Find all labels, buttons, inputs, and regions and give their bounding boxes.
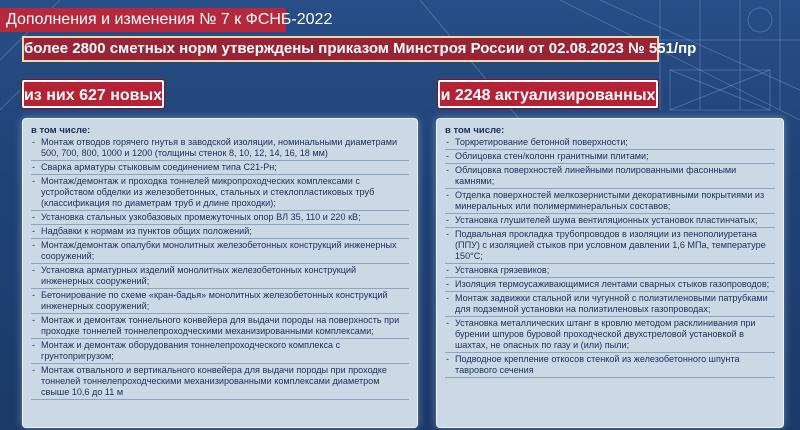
list-item: - Установка арматурных изделий монолитных железобетонных конструкций инженерных сооружений;: [31, 265, 409, 289]
updated-norms-list: [445, 137, 775, 378]
list-item: - Сварка арматуры стыковым соединением типа С21-Рн;: [31, 162, 409, 175]
list-item: - Облицовка поверхностей линейными полированными фасонными камнями;: [445, 165, 775, 189]
list-item: - Монтаж/демонтаж опалубки монолитных железобетонных конструкций инженерных сооружений;: [31, 240, 409, 264]
new-norms-badge: из них 627 новых: [22, 80, 164, 108]
updated-norms-intro: в том числе:: [445, 125, 505, 136]
list-item: - Установка металлических штанг в кровлю методом расклинивания при бурении шпуров буровой проходческой двухстреловой установкой в шахтах, не опасных по газу и (или) пыли;: [445, 318, 775, 353]
updated-norms-badge: и 2248 актуализированных: [438, 80, 658, 108]
list-item: - Подводное крепление откосов стенкой из железобетонного шпунта таврового сечения: [445, 354, 775, 378]
list-item: - Монтаж и демонтаж тоннельного конвейера для выдачи породы на поверхность при проходке тоннелей тоннелепроходческими механизированными комплексами;: [31, 315, 409, 339]
list-item: - Надбавки к нормам из пунктов общих положений;: [31, 226, 409, 239]
updated-norms-panel: [436, 118, 784, 428]
list-item: - Монтаж отводов горячего гнутья в заводской изоляции, номинальными диаметрами 500, 700, 800, 1000 и 1200 (толщины стенок 8, 10, 12, 14, 16, 18 мм): [31, 137, 409, 161]
new-norms-intro: в том числе:: [31, 125, 91, 136]
list-item: - Монтаж/демонтаж и проходка тоннелей микропроходческих комплексами с устройством обделки из железобетонных, стальных и стеклопластиковых труб (классификация по диаметрам труб и длине проходки);: [31, 176, 409, 211]
presentation-title: Дополнения и изменения № 7 к ФСНБ-2022: [0, 8, 286, 32]
list-item: - Облицовка стен/колонн гранитными плитами;: [445, 151, 775, 164]
list-item: - Установка грязевиков;: [445, 265, 775, 278]
headline-banner: более 2800 сметных норм утверждены приказом Минстроя России от 02.08.2023 № 551/пр: [22, 36, 659, 62]
list-item: - Изоляция термоусаживающимися лентами сварных стыков газопроводов;: [445, 279, 775, 292]
list-item: - Отделка поверхностей мелкозернистыми декоративными покрытиями из минеральных или полимерминеральных составов;: [445, 190, 775, 214]
list-item: - Монтаж отвального и вертикального конвейера для выдачи породы при проходке тоннелей тоннелепроходческими механизированными комплексами диаметром свыше 10,6 до 11 м: [31, 365, 409, 400]
list-item: - Подвальная прокладка трубопроводов в изоляции из пенополиуретана (ППУ) с изоляцией стыков при условном давлении 1,6 МПа, температуре 150°С;: [445, 229, 775, 264]
list-item: - Монтаж и демонтаж оборудования тоннелепроходческого комплекса с грунтопригрузом;: [31, 340, 409, 364]
list-item: - Монтаж задвижки стальной или чугунной с полиэтиленовыми патрубками для подземной установки на полиэтиленовых газопроводах;: [445, 293, 775, 317]
list-item: - Установка стальных узкобазовых промежуточных опор ВЛ 35, 110 и 220 кВ;: [31, 212, 409, 225]
list-item: - Установка глушителей шума вентиляционных установок пластинчатых;: [445, 215, 775, 228]
new-norms-list: [31, 137, 409, 400]
list-item: - Бетонирование по схеме «кран-бадья» монолитных железобетонных конструкций инженерных сооружений;: [31, 290, 409, 314]
list-item: - Торкретирование бетонной поверхности;: [445, 137, 775, 150]
new-norms-panel: [22, 118, 418, 428]
